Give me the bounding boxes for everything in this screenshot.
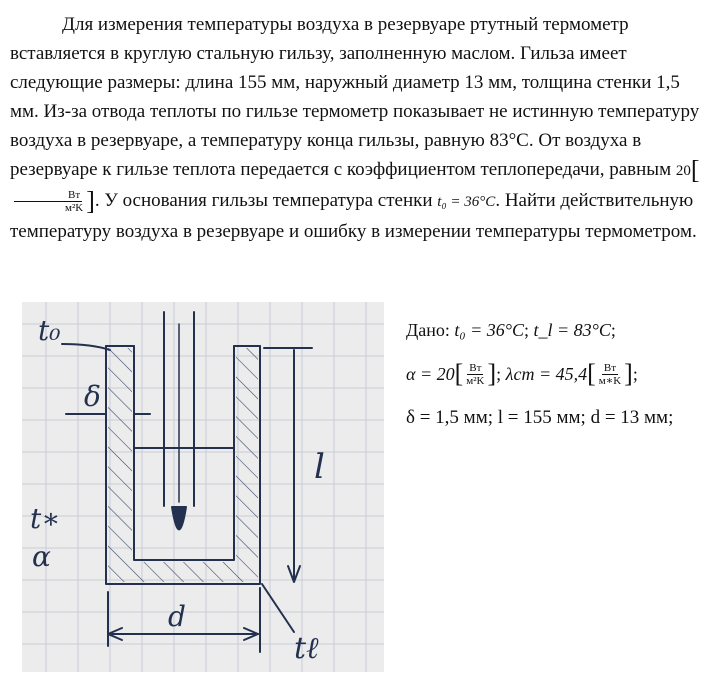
thermometer-sleeve-sketch xyxy=(22,302,384,672)
given-t0: t₀ = 36°C xyxy=(454,319,525,340)
sleeve-inner xyxy=(134,346,234,560)
label-d: d xyxy=(168,600,186,633)
label-tl: tℓ xyxy=(294,631,319,666)
lambda-unit: $\frac{Вт}{м∗K}$ xyxy=(598,361,622,387)
right-wall-hatch xyxy=(236,348,258,582)
problem-text-1: Для измерения температуры воздуха в резервуаре ртутный термометр вставляется в круглую стальную гильзу, заполненную маслом. Гильза имеет следующие размеры: длина 155 мм, наружный диаметр 13 мм, толщина стенки 1,5 мм. Из-за отвода теплоты по гильзе термометр показывает не истинную температуру воздуха в резервуаре, а температуру конца гильзы, равную 83°С. От воздуха в резервуаре к гильзе теплота передается с коэффициентом теплопередачи, равным xyxy=(10,14,700,180)
given-data xyxy=(406,308,716,440)
label-delta: δ xyxy=(84,380,101,413)
label-alpha: α xyxy=(32,540,51,573)
given-row-coefficients: α = 20 [ $\frac{Вт}{\text{м²K}}$ ] ; λст = 45,4 [ $\frac{Вт}{м∗K}$ ] ; xyxy=(406,359,638,388)
given-alpha: α = 20 xyxy=(406,363,455,384)
label-t0: t₀ xyxy=(38,314,61,347)
sketch-photo xyxy=(22,302,384,672)
given-row-temperatures: Дано: t₀ = 36°C ; t_l = 83°C ; xyxy=(406,319,616,340)
problem-statement xyxy=(10,10,710,246)
left-wall-hatch xyxy=(108,348,132,582)
bottom-wall-hatch xyxy=(132,562,236,582)
alpha-unit: $\frac{Вт}{\text{м²K}}$ xyxy=(466,361,485,387)
grid-lines xyxy=(22,302,384,672)
coef-value: 20 xyxy=(675,163,691,179)
coef-unit: $\frac{Вт}{\text{м²K}}$ xyxy=(11,189,85,214)
given-label: Дано: xyxy=(406,319,450,340)
given-tl: t_l = 83°C xyxy=(533,319,611,340)
label-l: l xyxy=(314,447,325,487)
t0-expression: t₀ = 36°C xyxy=(437,194,496,210)
given-row-dimensions xyxy=(406,396,716,440)
given-lambda: λст = 45,4 xyxy=(505,363,588,384)
problem-text-3: . Найти действительную температуру воздуха в резервуаре и ошибку в измерении температуры термометром. xyxy=(10,190,697,242)
label-t-inf: t∗ xyxy=(30,502,61,535)
given-dims: δ = 1,5 мм; l = 155 мм; d = 13 мм; xyxy=(406,407,674,428)
problem-text-2: . У основания гильзы температура стенки xyxy=(94,190,433,211)
problem-paragraph: Для измерения температуры воздуха в резервуаре ртутный термометр вставляется в круглую стальную гильзу, заполненную маслом. Гильза имеет следующие размеры: длина 155 мм, наружный диаметр 13 мм, толщина стенки 1,5 мм. Из-за отвода теплоты по гильзе термометр показывает не истинную температуру воздуха в резервуаре, а температуру конца гильзы, равную 83°С. От воздуха в резервуаре к гильзе теплота передается с коэффициентом теплопередачи, равным 20[ $\frac{Вт}{\text{м²K}}$ ]. У основания гильзы температура стенки t₀ = 36°C. Найти действительную температуру воздуха в резервуаре и ошибку в измерении температуры термометром. xyxy=(10,14,700,242)
